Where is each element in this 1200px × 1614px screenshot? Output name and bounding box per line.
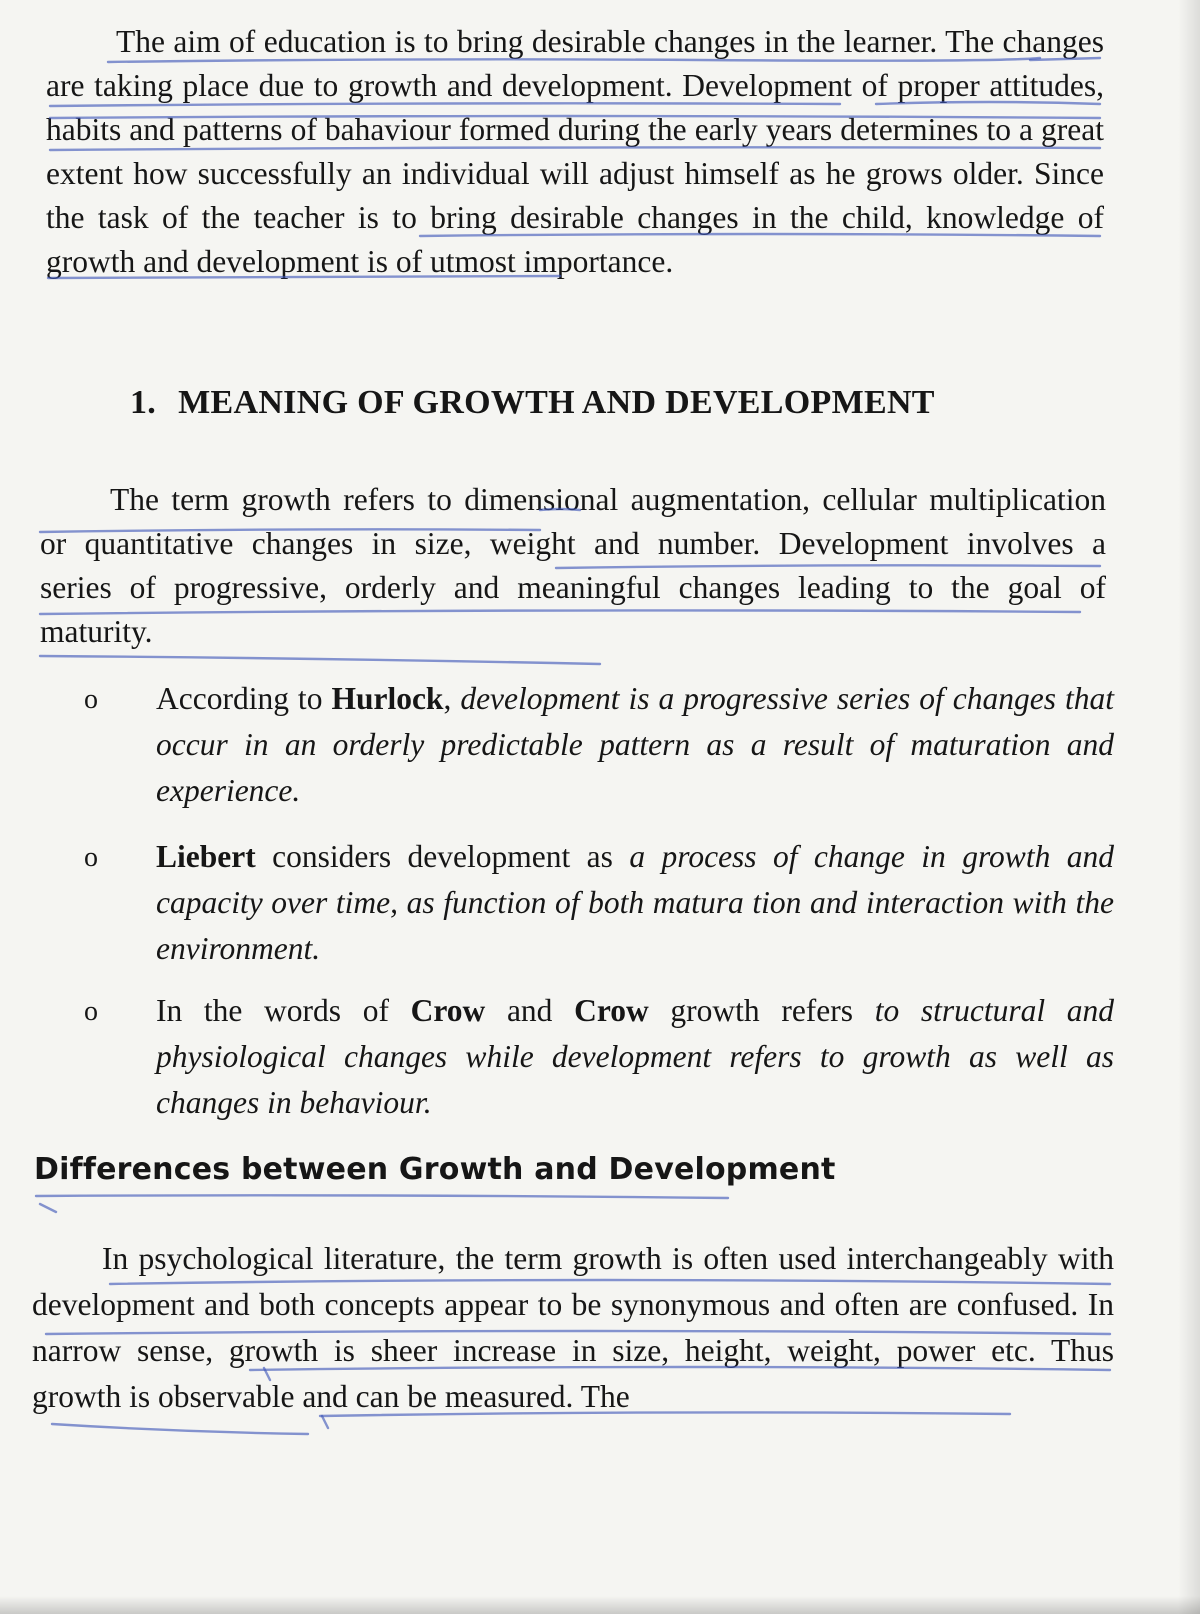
author-name: Liebert: [156, 839, 256, 874]
pen-underline: [36, 1195, 728, 1198]
section-number: 1.: [130, 384, 157, 421]
pen-underline: [40, 656, 600, 664]
quote-joiner: considers development as: [255, 839, 630, 874]
section-heading: [130, 384, 935, 422]
page-bottom-shadow: [0, 1596, 1200, 1614]
quote-definition: development is a progressive series of changes that occur in an orderly predictable pattern as a result of maturation and experience.: [156, 681, 1114, 808]
quote-joiner: ,: [443, 681, 461, 716]
author-name: Crow: [410, 993, 486, 1028]
pen-underline: [40, 1204, 56, 1212]
section-title: MEANING OF GROWTH AND DEVELOPMENT: [178, 384, 935, 421]
quote-prefix: According to: [156, 681, 332, 716]
page-edge-shadow: [1178, 0, 1200, 1614]
quote-definition: a process of change in growth and capacity over time, as function of both matura tion and interaction with the environment.: [156, 839, 1114, 966]
quote-joiner: growth refers: [648, 993, 875, 1028]
bullet-marker: o: [84, 842, 98, 873]
differences-paragraph: In psychological literature, the term growth is often used interchangeably with development and both concepts appear to be synonymous and often are confused. In narrow sense, growth is sheer increase in size, height, weight, power etc. Thus growth is observable and can be measured. The: [32, 1241, 1114, 1414]
bullet-marker: o: [84, 684, 98, 715]
pen-underline: [52, 1424, 308, 1434]
quote-text: [156, 834, 1114, 972]
bullet-marker: o: [84, 996, 98, 1027]
definition-paragraph: The term growth refers to dimensional augmentation, cellular multiplication or quantitative changes in size, weight and number. Development involves a series of progressive, orderly and meaningful changes leading to the goal of maturity.: [40, 482, 1106, 649]
quote-and: and: [485, 993, 575, 1028]
intro-paragraph: The aim of education is to bring desirable changes in the learner. The changes are taking place due to growth and development. Development of proper attitudes, habits and patterns of bahaviour formed during the early years determines to a great extent how successfully an individual will adjust himself as he grows older. Since the task of the teacher is to bring desirable changes in the child, knowledge of growth and development is of utmost importance.: [46, 24, 1104, 279]
author-name: Hurlock: [331, 681, 444, 716]
quote-definition: to structural and physiological changes while development refers to growth as well as changes in behaviour.: [156, 993, 1115, 1120]
author-name-second: Crow: [574, 993, 649, 1028]
quote-text: [156, 676, 1114, 814]
subsection-heading: Differences between Growth and Development: [34, 1152, 836, 1187]
quote-text: [156, 988, 1114, 1126]
quote-prefix: In the words of: [156, 993, 411, 1028]
